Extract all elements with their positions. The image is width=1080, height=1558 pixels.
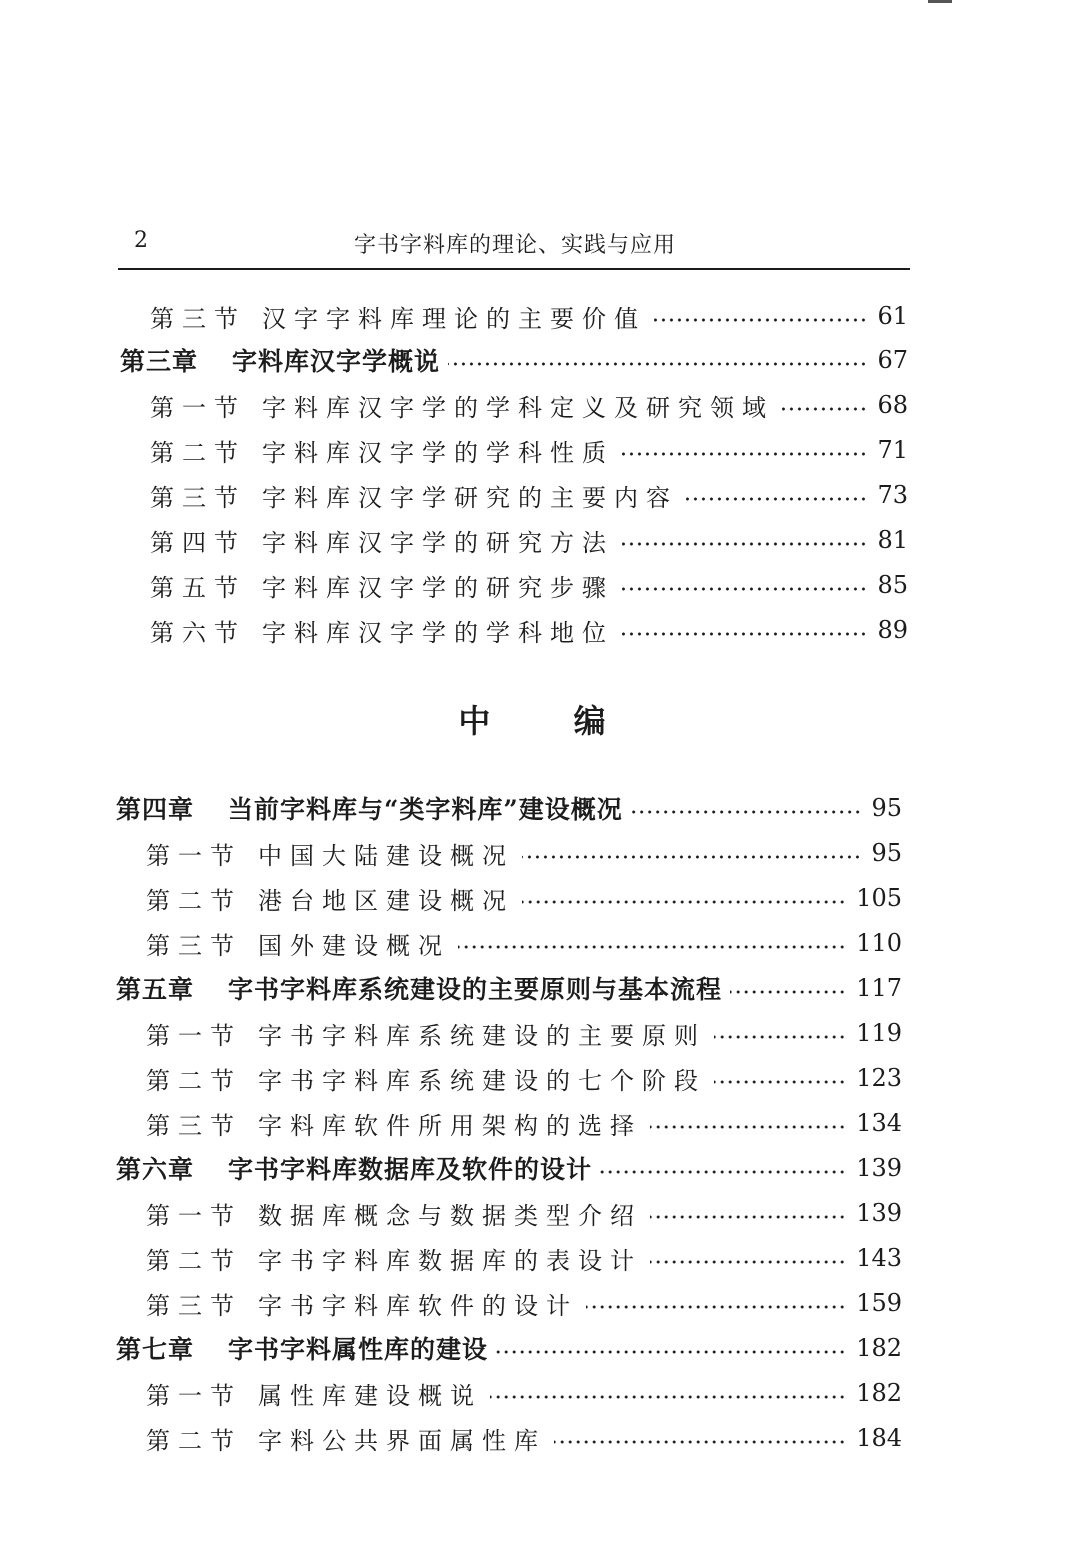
toc-section-entry — [150, 610, 908, 650]
toc-section-entry — [146, 923, 902, 963]
toc-page-number: 139 — [856, 1199, 902, 1227]
toc-section-entry — [146, 1013, 902, 1053]
toc-page-number: 81 — [877, 526, 908, 554]
leader-dots — [554, 1440, 846, 1444]
toc-section-entry — [146, 1103, 902, 1143]
toc-page-number: 117 — [856, 974, 902, 1002]
toc-label: 第三节 — [146, 931, 242, 960]
toc-label: 第一节 — [146, 1021, 242, 1050]
toc-title: 属性库建设概说 — [258, 1381, 482, 1410]
toc-page-number: 110 — [856, 929, 902, 957]
toc-page-number: 105 — [856, 884, 902, 912]
toc-page-number: 134 — [856, 1109, 902, 1137]
leader-dots — [622, 542, 867, 546]
leader-dots — [782, 407, 867, 411]
toc-label: 第一节 — [150, 393, 246, 422]
toc-section-entry — [150, 385, 908, 425]
toc-section-entry — [150, 565, 908, 605]
toc-page-number: 123 — [856, 1064, 902, 1092]
toc-label: 第三节 — [146, 1111, 242, 1140]
leader-dots — [622, 452, 867, 456]
toc-section-entry — [146, 833, 902, 873]
leader-dots — [730, 990, 846, 994]
toc-label: 第一节 — [146, 1201, 242, 1230]
toc-page-number: 61 — [877, 302, 908, 330]
toc-chapter-entry — [120, 340, 908, 380]
toc-title: 字料库汉字学的学科定义及研究领域 — [262, 393, 774, 422]
leader-dots — [600, 1170, 846, 1174]
toc-section-entry — [150, 475, 908, 515]
leader-dots — [650, 1215, 846, 1219]
leader-dots — [448, 362, 867, 366]
leader-dots — [622, 632, 867, 636]
toc-label: 第三节 — [146, 1291, 242, 1320]
toc-section-entry — [146, 1283, 902, 1323]
toc-page-number: 95 — [871, 839, 902, 867]
toc-section-entry — [146, 1238, 902, 1278]
leader-dots — [522, 900, 846, 904]
part-title: 中 编 — [458, 702, 642, 740]
toc-label: 第六节 — [150, 618, 246, 647]
book-title: 字书字料库的理论、实践与应用 — [353, 233, 676, 258]
toc-section-entry — [150, 430, 908, 470]
toc-page-number: 184 — [856, 1424, 902, 1452]
toc-page-number: 73 — [877, 481, 908, 509]
toc-label: 第三节 — [150, 483, 246, 512]
toc-title: 字书字料库系统建设的七个阶段 — [258, 1066, 706, 1095]
toc-label: 第四节 — [150, 528, 246, 557]
toc-title: 字料库汉字学研究的主要内容 — [262, 483, 678, 512]
toc-chapter-entry — [116, 968, 902, 1008]
toc-chapter-entry — [116, 1148, 902, 1188]
toc-title: 字料库汉字学概说 — [232, 347, 441, 376]
toc-title: 字料公共界面属性库 — [258, 1426, 546, 1455]
leader-dots — [622, 587, 867, 591]
leader-dots — [650, 1260, 846, 1264]
toc-section-entry — [146, 878, 902, 918]
toc-title: 国外建设概况 — [258, 931, 450, 960]
toc-section-entry — [150, 520, 908, 560]
leader-dots — [631, 810, 862, 814]
toc-section-entry — [150, 296, 908, 336]
toc-title: 字料库软件所用架构的选择 — [258, 1111, 642, 1140]
toc-title: 字书字料属性库的建设 — [228, 1335, 489, 1364]
toc-page-number: 143 — [856, 1244, 902, 1272]
toc-label: 第五节 — [150, 573, 246, 602]
toc-title: 字书字料库软件的设计 — [258, 1291, 578, 1320]
toc-section-entry — [146, 1373, 902, 1413]
leader-dots — [714, 1035, 846, 1039]
toc-title: 汉字字料库理论的主要价值 — [262, 304, 646, 333]
toc-title: 字料库汉字学的学科性质 — [262, 438, 614, 467]
toc-section-entry — [146, 1058, 902, 1098]
toc-title: 字书字料库数据库及软件的设计 — [228, 1155, 593, 1184]
toc-section-entry — [146, 1418, 902, 1458]
toc-page-number: 89 — [877, 616, 908, 644]
toc-page-number: 68 — [877, 391, 908, 419]
toc-page-number: 95 — [871, 794, 902, 822]
toc-page-number: 71 — [877, 436, 908, 464]
toc-title: 数据库概念与数据类型介绍 — [258, 1201, 642, 1230]
toc-label: 第三章 — [120, 347, 199, 376]
toc-label: 第二节 — [146, 1066, 242, 1095]
toc-label: 第二节 — [146, 886, 242, 915]
leader-dots — [654, 318, 867, 322]
toc-title: 中国大陆建设概况 — [258, 841, 514, 870]
toc-page-number: 182 — [856, 1334, 902, 1362]
toc-label: 第四章 — [116, 795, 195, 824]
toc-chapter-entry — [116, 788, 902, 828]
toc-label: 第一节 — [146, 1381, 242, 1410]
page-number: 2 — [134, 228, 148, 253]
toc-label: 第一节 — [146, 841, 242, 870]
toc-title: 字料库汉字学的研究方法 — [262, 528, 614, 557]
toc-page-number: 85 — [877, 571, 908, 599]
toc-label: 第二节 — [146, 1246, 242, 1275]
toc-section-entry — [146, 1193, 902, 1233]
leader-dots — [458, 945, 846, 949]
leader-dots — [650, 1125, 846, 1129]
toc-title: 字料库汉字学的学科地位 — [262, 618, 614, 647]
toc-page-number: 159 — [856, 1289, 902, 1317]
toc-page-number: 119 — [856, 1019, 902, 1047]
toc-page-number: 182 — [856, 1379, 902, 1407]
toc-title: 字书字料库系统建设的主要原则与基本流程 — [228, 975, 723, 1004]
toc-label: 第七章 — [116, 1335, 195, 1364]
toc-title: 港台地区建设概况 — [258, 886, 514, 915]
toc-label: 第五章 — [116, 975, 195, 1004]
leader-dots — [714, 1080, 846, 1084]
toc-title: 字书字料库系统建设的主要原则 — [258, 1021, 706, 1050]
toc-title: 字书字料库数据库的表设计 — [258, 1246, 642, 1275]
toc-title: 当前字料库与“类字料库”建设概况 — [228, 795, 623, 824]
leader-dots — [496, 1350, 846, 1354]
toc-label: 第二节 — [146, 1426, 242, 1455]
toc-title: 字料库汉字学的研究步骤 — [262, 573, 614, 602]
leader-dots — [686, 497, 867, 501]
toc-label: 第二节 — [150, 438, 246, 467]
leader-dots — [490, 1395, 846, 1399]
toc-label: 第三节 — [150, 304, 246, 333]
leader-dots — [586, 1305, 846, 1309]
toc-label: 第六章 — [116, 1155, 195, 1184]
toc-page-number: 139 — [856, 1154, 902, 1182]
toc-chapter-entry — [116, 1328, 902, 1368]
toc-page-number: 67 — [877, 346, 908, 374]
leader-dots — [522, 855, 861, 859]
